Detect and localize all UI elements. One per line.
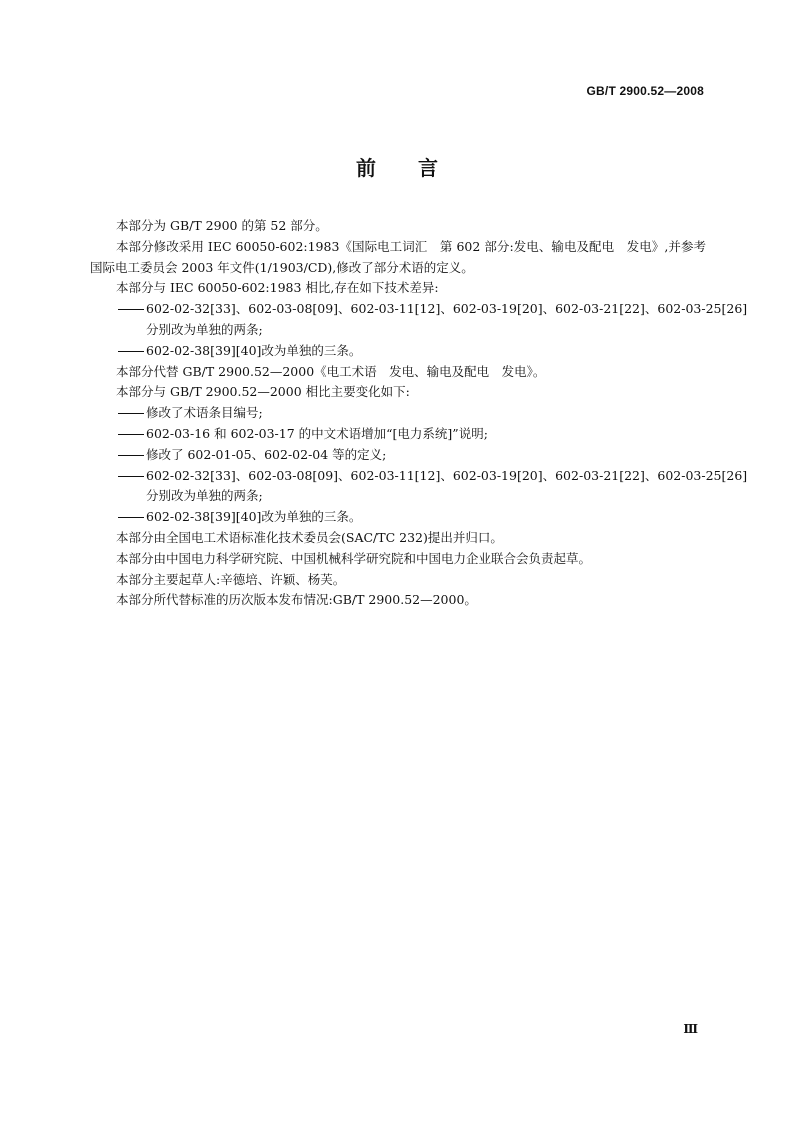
standard-code: GB/T 2900.52—2008: [586, 84, 704, 98]
list-item-difference-1: [90, 299, 748, 341]
list-item-change-4: [90, 466, 748, 508]
list-item-text-continued: 分别改为单独的两条;: [146, 321, 263, 337]
paragraph-history: 本部分所代替标准的历次版本发布情况:GB/T 2900.52—2000。: [116, 592, 477, 608]
page-number: Ⅲ: [683, 1022, 698, 1036]
list-item-change-5: 602-02-38[39][40]改为单独的三条。: [90, 507, 706, 528]
list-item-change-1: 修改了术语条目编号;: [90, 403, 706, 424]
list-item-text: 602-02-32[33]、602-03-08[09]、602-03-11[12]、602-03-19[20]、602-03-21[22]、602-03-25[26]: [146, 301, 748, 317]
foreword-body: [90, 216, 748, 611]
list-item-change-3: 修改了 602-01-05、602-02-04 等的定义;: [90, 445, 706, 466]
paragraph-adoption: 本部分修改采用 IEC 60050-602:1983《国际电工词汇 第 602 部分:发电、输电及配电 发电》,并参考国际电工委员会 2003 年文件(1/1903/CD),修改了部分术语的定义。: [90, 238, 706, 275]
list-item-difference-2: 602-02-38[39][40]改为单独的三条。: [90, 341, 706, 362]
paragraph-drafters: 本部分主要起草人:辛德培、许颖、杨芙。: [116, 571, 346, 587]
paragraph-replaces: 本部分代替 GB/T 2900.52—2000《电工术语 发电、输电及配电 发电》。: [116, 363, 546, 379]
paragraph-part-number: 本部分为 GB/T 2900 的第 52 部分。: [116, 218, 328, 233]
paragraph-drafted-by: 本部分由中国电力科学研究院、中国机械科学研究院和中国电力企业联合会负责起草。: [116, 550, 592, 566]
paragraph-technical-differences: 本部分与 IEC 60050-602:1983 相比,存在如下技术差异:: [116, 280, 439, 296]
paragraph-proposed-by: 本部分由全国电工术语标准化技术委员会(SAC/TC 232)提出并归口。: [116, 529, 503, 545]
paragraph-main-changes: 本部分与 GB/T 2900.52—2000 相比主要变化如下:: [116, 384, 410, 400]
list-item-text-continued: 分别改为单独的两条;: [146, 488, 263, 504]
list-item-text: 602-02-32[33]、602-03-08[09]、602-03-11[12]、602-03-19[20]、602-03-21[22]、602-03-25[26]: [146, 467, 748, 483]
list-item-change-2: 602-03-16 和 602-03-17 的中文术语增加“[电力系统]”说明;: [90, 424, 706, 445]
page-title: 前言: [356, 156, 480, 180]
